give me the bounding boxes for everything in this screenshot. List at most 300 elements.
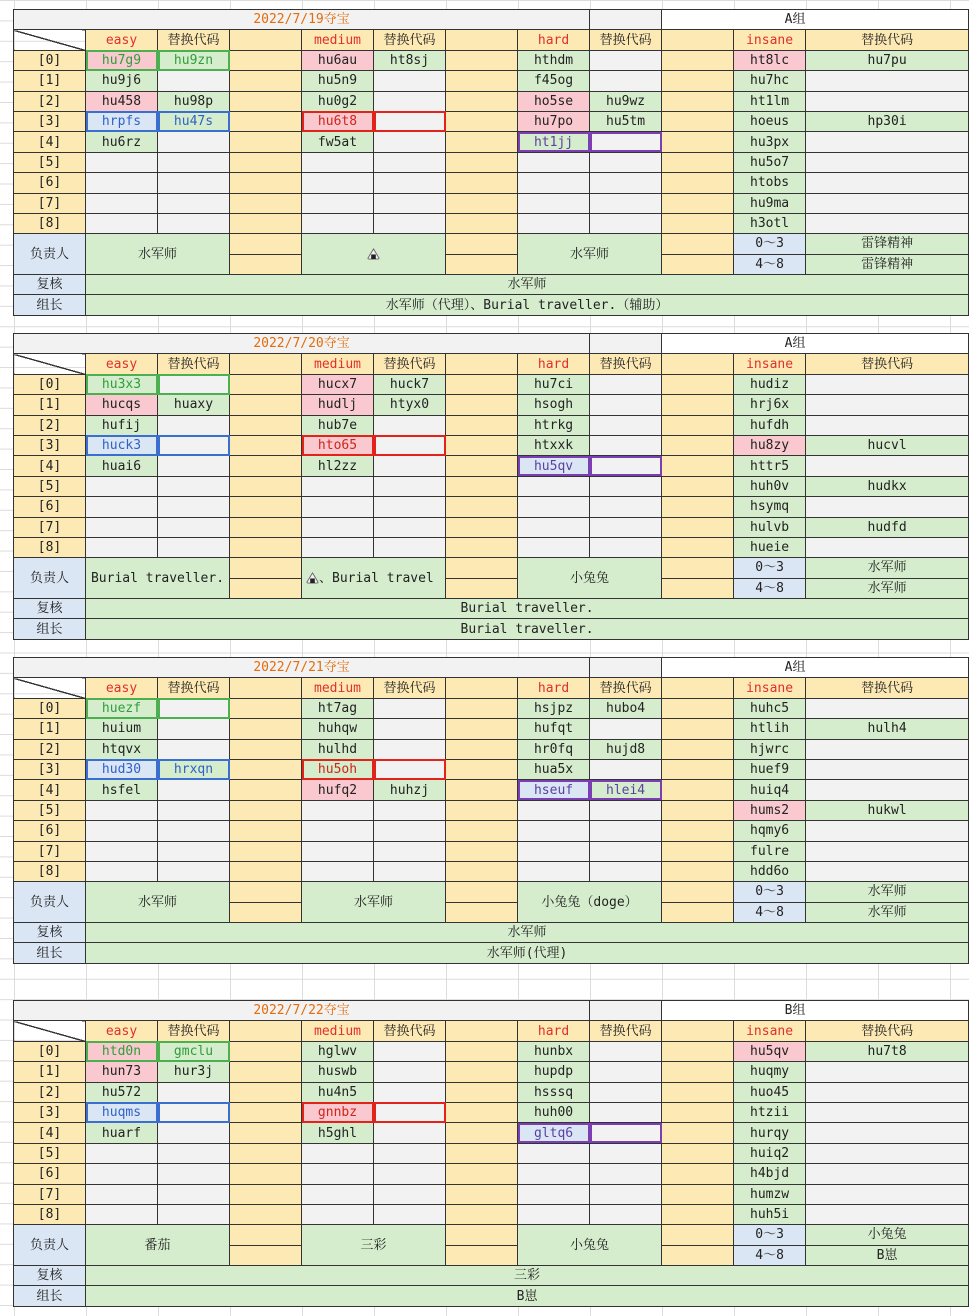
easy-replace-code: hrxqn [158,759,230,779]
hard-code: hseuf [518,780,590,800]
insane-replace-code [806,152,969,172]
hard-code [518,1143,590,1163]
hard-code [518,476,590,496]
hard-code [518,800,590,820]
leader-person: B崽 [86,1286,969,1306]
medium-replace-code [374,739,446,759]
medium-replace-code: huhzj [374,780,446,800]
insane-replace-code [806,780,969,800]
easy-code: huck3 [86,435,158,455]
header-easy: easy [86,354,158,374]
insane-range-2: 4～8 [734,578,806,598]
medium-code: hto65 [302,435,374,455]
header-medium: medium [302,354,374,374]
row-label: [6] [14,497,86,517]
medium-replace-code: htyx0 [374,395,446,415]
easy-replace-code [158,415,230,435]
insane-code: hjwrc [734,739,806,759]
hard-code [518,213,590,233]
easy-code [86,497,158,517]
header-easy-replace: 替换代码 [158,1021,230,1041]
header-medium-replace: 替换代码 [374,1021,446,1041]
schedule-block-0 [13,9,914,316]
insane-replace-code: hulh4 [806,719,969,739]
corner-diagonal [14,678,86,698]
hard-code: hu7po [518,111,590,131]
hard-code [518,1184,590,1204]
easy-replace-code [158,193,230,213]
hard-replace-code [590,374,662,394]
insane-replace-code: hucvl [806,435,969,455]
header-easy: easy [86,30,158,50]
easy-code: huqms [86,1102,158,1122]
leader-label: 组长 [14,1286,86,1306]
row-label: [0] [14,1041,86,1061]
insane-code: humzw [734,1184,806,1204]
hard-code: huh00 [518,1102,590,1122]
medium-replace-code [374,1102,446,1122]
owner-hard: 小兔兔 [518,1225,662,1266]
hard-code: gltq6 [518,1123,590,1143]
row-label: [0] [14,374,86,394]
medium-replace-code [374,1143,446,1163]
insane-code: hqmy6 [734,821,806,841]
insane-owner-1: 雷锋精神 [806,234,969,254]
hard-replace-code [590,415,662,435]
easy-code: hu9j6 [86,71,158,91]
medium-replace-code [374,193,446,213]
easy-code [86,152,158,172]
insane-replace-code [806,841,969,861]
header-insane-replace: 替换代码 [806,1021,969,1041]
insane-owner-2: B崽 [806,1245,969,1265]
review-label: 复核 [14,599,86,619]
insane-code: hrj6x [734,395,806,415]
easy-code: hu458 [86,91,158,111]
insane-code: h3otl [734,213,806,233]
easy-replace-code: hu47s [158,111,230,131]
medium-code [302,213,374,233]
row-label: [5] [14,152,86,172]
review-label: 复核 [14,275,86,295]
easy-code: hu572 [86,1082,158,1102]
insane-code: huhc5 [734,698,806,718]
medium-replace-code [374,1123,446,1143]
hard-code: f45og [518,71,590,91]
medium-replace-code [374,800,446,820]
insane-replace-code: hp30i [806,111,969,131]
medium-code: h5ghl [302,1123,374,1143]
medium-replace-code [374,537,446,557]
medium-code [302,1184,374,1204]
insane-replace-code [806,1082,969,1102]
medium-replace-code [374,1204,446,1224]
insane-owner-1: 小兔兔 [806,1225,969,1245]
medium-code: hu6au [302,50,374,70]
medium-replace-code [374,456,446,476]
hard-code: hsssq [518,1082,590,1102]
hard-replace-code [590,1123,662,1143]
hard-code [518,841,590,861]
schedule-block-3 [13,1000,914,1307]
hard-replace-code: hlei4 [590,780,662,800]
group-label: B组 [662,1001,969,1021]
header-easy-replace: 替换代码 [158,678,230,698]
insane-replace-code [806,193,969,213]
group-label: A组 [662,334,969,354]
review-label: 复核 [14,923,86,943]
medium-code [302,173,374,193]
medium-code: hufq2 [302,780,374,800]
hard-replace-code [590,1082,662,1102]
insane-code: ht8lc [734,50,806,70]
medium-code: hucx7 [302,374,374,394]
insane-code: hoeus [734,111,806,131]
insane-replace-code [806,374,969,394]
row-label: [7] [14,193,86,213]
header-hard: hard [518,1021,590,1041]
insane-owner-2: 水军师 [806,578,969,598]
medium-code: ht7ag [302,698,374,718]
easy-replace-code [158,173,230,193]
review-label: 复核 [14,1266,86,1286]
onigiri-icon [306,572,319,584]
easy-code [86,1143,158,1163]
easy-replace-code [158,213,230,233]
corner-diagonal [14,1021,86,1041]
medium-code [302,821,374,841]
insane-replace-code [806,759,969,779]
hard-replace-code [590,173,662,193]
hard-code: ho5se [518,91,590,111]
insane-replace-code [806,861,969,881]
owner-label: 负责人 [14,234,86,275]
insane-range-2: 4～8 [734,1245,806,1265]
insane-code: hudiz [734,374,806,394]
owner-medium: 三彩 [302,1225,446,1266]
header-easy-replace: 替换代码 [158,354,230,374]
easy-code [86,173,158,193]
hard-replace-code [590,537,662,557]
medium-replace-code [374,213,446,233]
medium-replace-code [374,415,446,435]
group-label: A组 [662,658,969,678]
medium-replace-code [374,497,446,517]
review-person: 水军师 [86,275,969,295]
medium-code: hu0g2 [302,91,374,111]
hard-replace-code [590,1102,662,1122]
header-insane: insane [734,1021,806,1041]
row-label: [0] [14,50,86,70]
easy-replace-code [158,71,230,91]
hard-code [518,193,590,213]
medium-code [302,193,374,213]
row-label: [1] [14,719,86,739]
insane-code: fulre [734,841,806,861]
hard-replace-code [590,841,662,861]
row-label: [3] [14,435,86,455]
hard-code [518,821,590,841]
easy-code: hun73 [86,1062,158,1082]
medium-replace-code [374,1062,446,1082]
insane-code: hsymq [734,497,806,517]
medium-code [302,800,374,820]
medium-code [302,1143,374,1163]
easy-replace-code [158,1204,230,1224]
easy-replace-code [158,841,230,861]
header-hard-replace: 替换代码 [590,30,662,50]
hard-replace-code [590,759,662,779]
medium-code: hulhd [302,739,374,759]
easy-replace-code [158,132,230,152]
owner-easy: 番茄 [86,1225,230,1266]
insane-replace-code [806,1204,969,1224]
medium-replace-code [374,173,446,193]
header-medium: medium [302,30,374,50]
insane-code: hdd6o [734,861,806,881]
easy-replace-code [158,698,230,718]
insane-code: httr5 [734,456,806,476]
header-hard-replace: 替换代码 [590,678,662,698]
header-medium: medium [302,1021,374,1041]
hard-code: hr0fq [518,739,590,759]
insane-code: huiq2 [734,1143,806,1163]
easy-replace-code: huaxy [158,395,230,415]
insane-replace-code [806,173,969,193]
hard-code: hsogh [518,395,590,415]
review-person: 水军师 [86,923,969,943]
insane-replace-code [806,497,969,517]
group-label: A组 [662,10,969,30]
hard-replace-code [590,800,662,820]
insane-owner-2: 雷锋精神 [806,254,969,274]
insane-replace-code [806,821,969,841]
medium-code [302,497,374,517]
hard-code [518,1204,590,1224]
row-label: [3] [14,111,86,131]
row-label: [6] [14,173,86,193]
easy-code: hu3x3 [86,374,158,394]
easy-code [86,1164,158,1184]
hard-code: htrkg [518,415,590,435]
medium-code: hl2zz [302,456,374,476]
insane-replace-code [806,1102,969,1122]
row-label: [6] [14,821,86,841]
hard-code [518,173,590,193]
owner-medium: 水军师 [302,882,446,923]
header-insane: insane [734,30,806,50]
insane-code: htlih [734,719,806,739]
medium-code [302,1204,374,1224]
leader-label: 组长 [14,295,86,315]
medium-code [302,1164,374,1184]
row-label: [5] [14,800,86,820]
row-label: [1] [14,71,86,91]
easy-replace-code: hur3j [158,1062,230,1082]
insane-owner-1: 水军师 [806,558,969,578]
hard-replace-code: hu9wz [590,91,662,111]
owner-hard: 水军师 [518,234,662,275]
easy-code: hrpfs [86,111,158,131]
hard-replace-code: hubo4 [590,698,662,718]
row-label: [7] [14,1184,86,1204]
row-label: [7] [14,841,86,861]
insane-code: huqmy [734,1062,806,1082]
easy-replace-code [158,1184,230,1204]
row-label: [1] [14,1062,86,1082]
medium-replace-code [374,91,446,111]
hard-code [518,497,590,517]
header-hard-replace: 替换代码 [590,354,662,374]
owner-easy: 水军师 [86,234,230,275]
header-medium-replace: 替换代码 [374,354,446,374]
hard-replace-code: hu5tm [590,111,662,131]
easy-replace-code [158,780,230,800]
hard-code: htxxk [518,435,590,455]
insane-code: hu7hc [734,71,806,91]
owner-label: 负责人 [14,882,86,923]
row-label: [4] [14,780,86,800]
easy-code [86,1184,158,1204]
easy-code: hud30 [86,759,158,779]
easy-code [86,841,158,861]
medium-replace-code [374,759,446,779]
medium-code: hu5oh [302,759,374,779]
medium-code [302,152,374,172]
easy-code [86,517,158,537]
easy-code: huarf [86,1123,158,1143]
easy-replace-code: hu9zn [158,50,230,70]
insane-code: hulvb [734,517,806,537]
hard-code [518,517,590,537]
hard-replace-code: hujd8 [590,739,662,759]
easy-code [86,476,158,496]
insane-replace-code [806,1184,969,1204]
insane-code: ht1lm [734,91,806,111]
medium-code: huhqw [302,719,374,739]
insane-code: hu9ma [734,193,806,213]
insane-replace-code [806,71,969,91]
easy-code [86,861,158,881]
hard-code: hu5qv [518,456,590,476]
medium-code [302,517,374,537]
easy-code: htqvx [86,739,158,759]
medium-replace-code [374,71,446,91]
easy-replace-code [158,152,230,172]
onigiri-icon [367,248,380,260]
header-medium-replace: 替换代码 [374,30,446,50]
hard-code: hsjpz [518,698,590,718]
header-easy-replace: 替换代码 [158,30,230,50]
hard-replace-code [590,213,662,233]
row-label: [2] [14,739,86,759]
easy-replace-code [158,821,230,841]
easy-replace-code [158,517,230,537]
row-label: [7] [14,517,86,537]
medium-replace-code [374,719,446,739]
insane-code: hurqy [734,1123,806,1143]
row-label: [5] [14,1143,86,1163]
medium-code: hub7e [302,415,374,435]
owner-medium [302,558,446,599]
insane-code: huef9 [734,759,806,779]
hard-replace-code [590,50,662,70]
insane-range-1: 0～3 [734,1225,806,1245]
hard-code [518,537,590,557]
row-label: [4] [14,1123,86,1143]
easy-code: hufij [86,415,158,435]
corner-diagonal [14,30,86,50]
insane-range-1: 0～3 [734,882,806,902]
medium-replace-code [374,1164,446,1184]
hard-replace-code [590,476,662,496]
hard-replace-code [590,1204,662,1224]
row-label: [8] [14,537,86,557]
hard-replace-code [590,719,662,739]
insane-code: hu3px [734,132,806,152]
insane-range-1: 0～3 [734,558,806,578]
hard-replace-code [590,132,662,152]
header-insane-replace: 替换代码 [806,678,969,698]
row-label: [2] [14,91,86,111]
insane-code: h4bjd [734,1164,806,1184]
medium-code: hglwv [302,1041,374,1061]
header-medium-replace: 替换代码 [374,678,446,698]
insane-code: hueie [734,537,806,557]
owner-hard: 小兔兔 [518,558,662,599]
easy-replace-code [158,739,230,759]
owner-hard: 小兔兔（doge） [518,882,662,923]
review-person: Burial traveller. [86,599,969,619]
insane-replace-code [806,739,969,759]
easy-replace-code [158,374,230,394]
easy-replace-code [158,1143,230,1163]
medium-replace-code [374,111,446,131]
easy-replace-code [158,1082,230,1102]
medium-replace-code [374,841,446,861]
block-title: 2022/7/20夺宝 [14,334,590,354]
insane-replace-code [806,213,969,233]
header-hard-replace: 替换代码 [590,1021,662,1041]
insane-owner-1: 水军师 [806,882,969,902]
insane-replace-code: hu7t8 [806,1041,969,1061]
hard-code: ht1jj [518,132,590,152]
owner-label: 负责人 [14,558,86,599]
row-label: [4] [14,456,86,476]
easy-replace-code [158,537,230,557]
hard-replace-code [590,152,662,172]
medium-replace-code [374,517,446,537]
row-label: [8] [14,861,86,881]
leader-person: 水军师(代理) [86,943,969,963]
hard-replace-code [590,1143,662,1163]
easy-replace-code [158,456,230,476]
insane-code: huiq4 [734,780,806,800]
insane-code: hufdh [734,415,806,435]
easy-replace-code: hu98p [158,91,230,111]
medium-replace-code [374,861,446,881]
easy-replace-code [158,497,230,517]
header-insane: insane [734,354,806,374]
row-label: [8] [14,1204,86,1224]
easy-replace-code [158,435,230,455]
leader-label: 组长 [14,943,86,963]
insane-code: hu5o7 [734,152,806,172]
medium-replace-code [374,476,446,496]
row-label: [3] [14,759,86,779]
easy-replace-code [158,800,230,820]
row-label: [4] [14,132,86,152]
